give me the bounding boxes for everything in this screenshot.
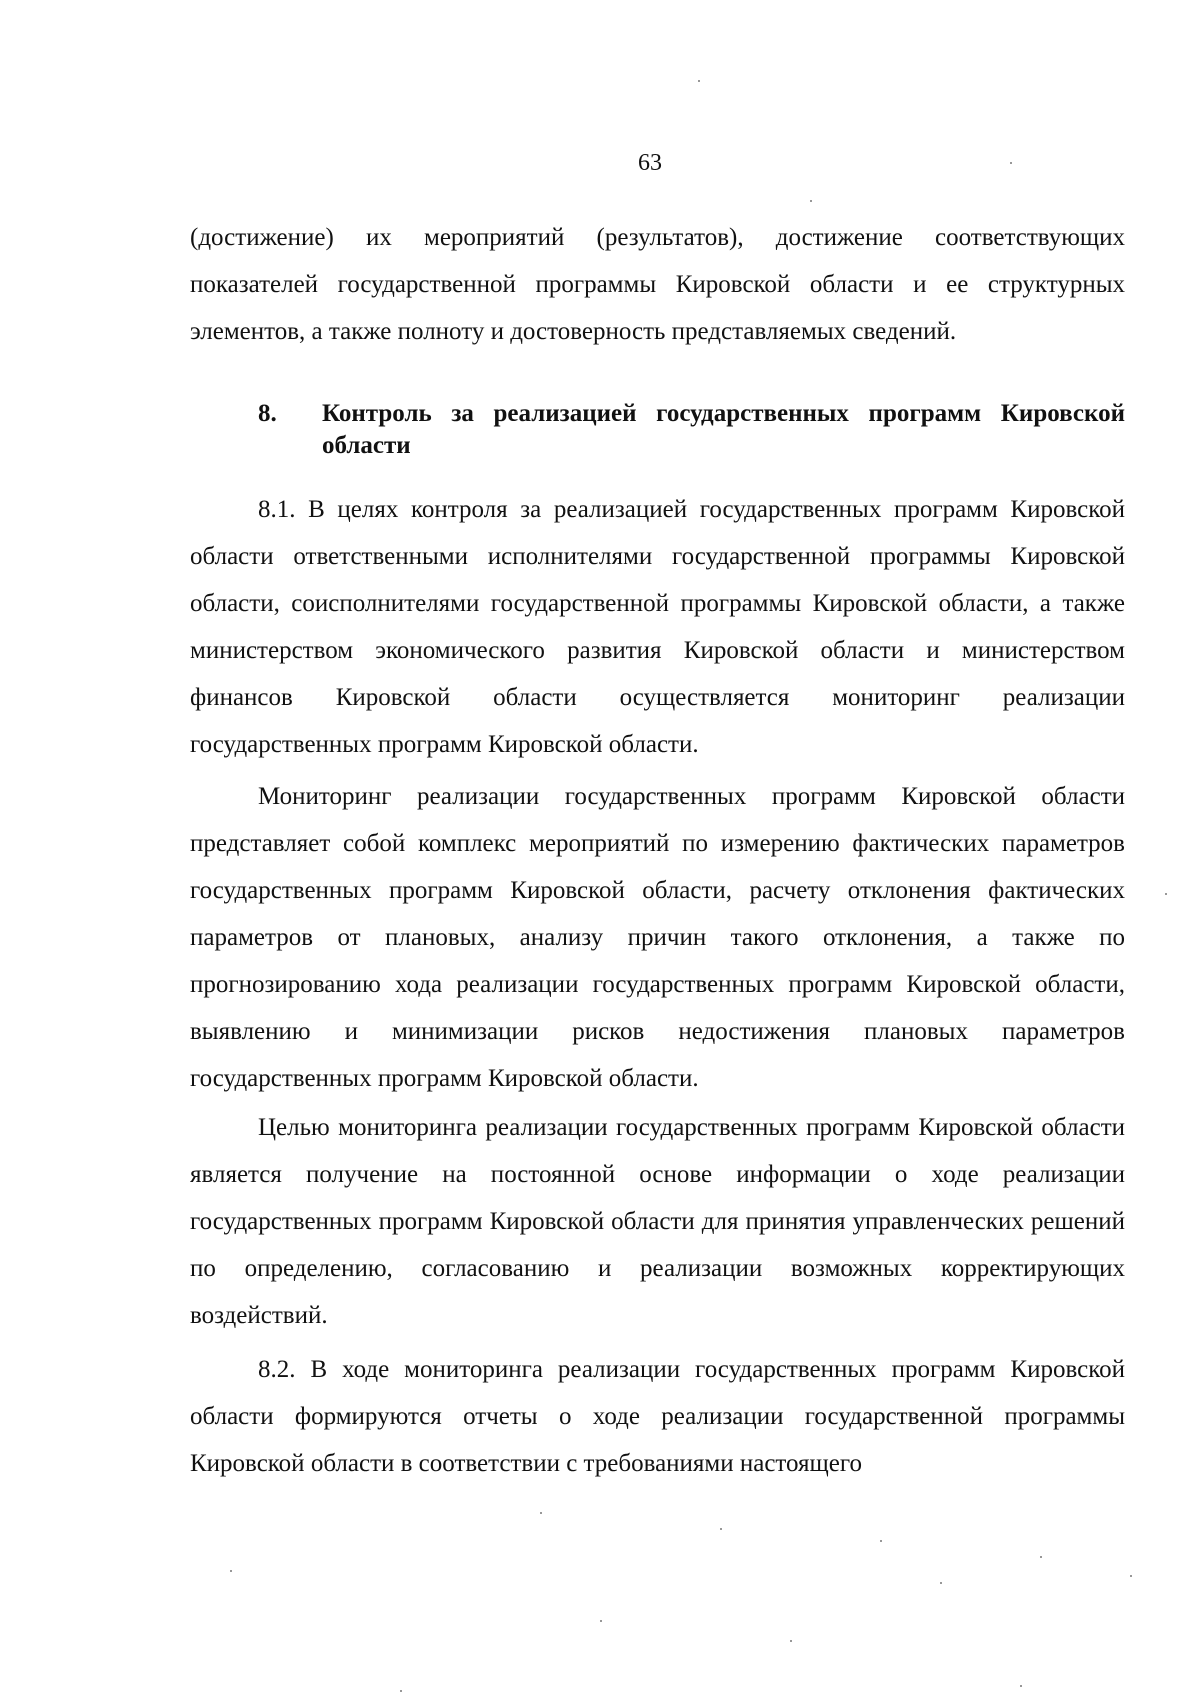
- paragraph-goal: [190, 1104, 1125, 1339]
- paragraph-text: 8.2. В ходе мониторинга реализации государственных программ Кировской области формируются отчеты о ходе реализации государственной программы Кировской области в соответствии с требованиями настоящего: [190, 1356, 1125, 1477]
- paragraph-8-2: [190, 1346, 1125, 1487]
- scan-speck: [1010, 162, 1012, 164]
- section-heading: [258, 398, 1125, 462]
- scan-speck: [230, 1570, 232, 1572]
- section-title: Контроль за реализацией государственных программ Кировской области: [322, 400, 1125, 459]
- continuation-paragraph: [190, 214, 1125, 355]
- scan-speck: [1020, 1685, 1022, 1687]
- paragraph-monitoring: [190, 773, 1125, 1102]
- page-number: 63: [638, 150, 662, 176]
- scan-speck: [1165, 893, 1167, 895]
- paragraph-text: 8.1. В целях контроля за реализацией государственных программ Кировской области ответственными исполнителями государственной программы Кировской области, соисполнителями государственной программы Кировской области, а также министерством экономического развития Кировской области и министерством финансов Кировской области осуществляется мониторинг реализации государственных программ Кировской области.: [190, 496, 1125, 758]
- paragraph-text: Мониторинг реализации государственных программ Кировской области представляет собой комплекс мероприятий по измерению фактических параметров государственных программ Кировской области, расчету отклонения фактических параметров от плановых, анализу причин такого отклонения, а также по прогнозированию хода реализации государственных программ Кировской области, выявлению и минимизации рисков недостижения плановых параметров государственных программ Кировской области.: [190, 783, 1125, 1092]
- scan-speck: [720, 1528, 722, 1530]
- scan-speck: [1130, 1575, 1132, 1577]
- scan-speck: [540, 1512, 542, 1514]
- section-number: 8.: [258, 400, 277, 427]
- paragraph-text: (достижение) их мероприятий (результатов), достижение соответствующих показателей государственной программы Кировской области и ее структурных элементов, а также полноту и достоверность представляемых сведений.: [190, 224, 1125, 345]
- scan-speck: [940, 1582, 942, 1584]
- paragraph-8-1: [190, 486, 1125, 768]
- scan-speck: [600, 1620, 602, 1622]
- paragraph-text: Целью мониторинга реализации государственных программ Кировской области является получение на постоянной основе информации о ходе реализации государственных программ Кировской области для принятия управленческих решений по определению, согласованию и реализации возможных корректирующих воздействий.: [190, 1114, 1125, 1329]
- scan-speck: [880, 1540, 882, 1542]
- scan-speck: [790, 1640, 792, 1642]
- scan-speck: [698, 80, 700, 82]
- scan-speck: [1040, 1556, 1042, 1558]
- scan-speck: [400, 1690, 402, 1692]
- scan-speck: [810, 200, 812, 202]
